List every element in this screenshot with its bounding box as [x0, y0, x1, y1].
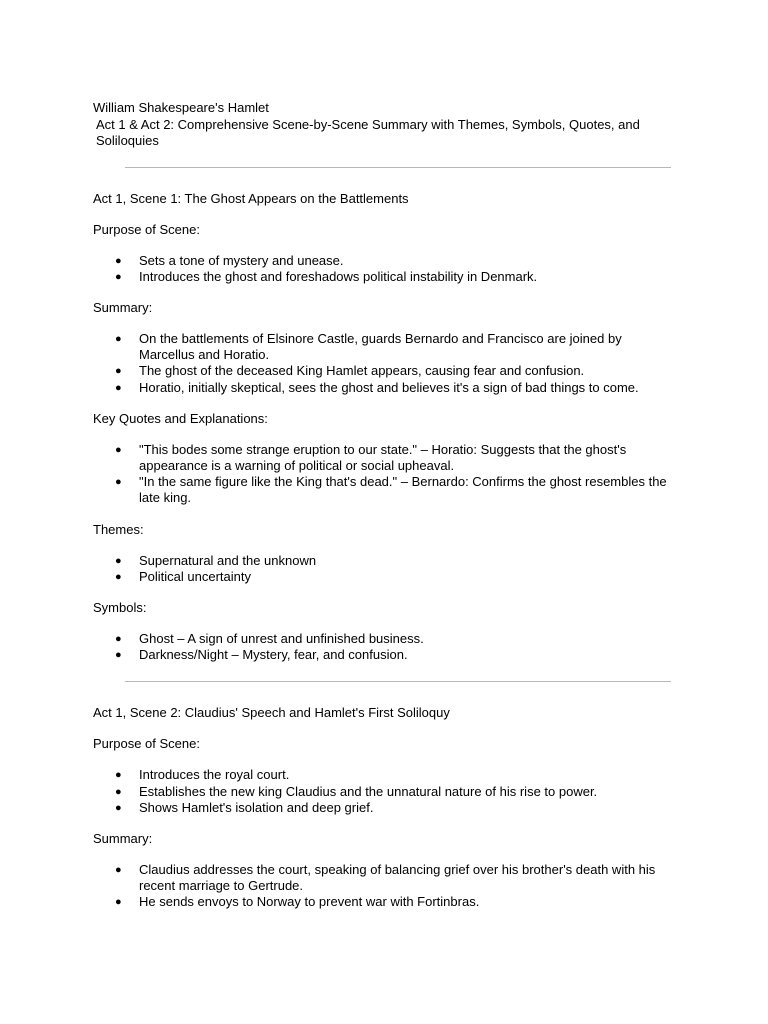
bullet-icon: ●	[115, 443, 122, 456]
document-title: William Shakespeare's Hamlet	[93, 100, 269, 115]
list-item-text: Political uncertainty	[139, 568, 251, 584]
list-item-text: He sends envoys to Norway to prevent war with Fortinbras.	[139, 894, 480, 910]
scene-heading: Act 1, Scene 2: Claudius' Speech and Hamlet's First Soliloquy	[93, 705, 450, 721]
list-item-text: "In the same figure like the King that's dead." – Bernardo: Confirms the ghost resembles the late king.	[139, 474, 667, 506]
list-item	[93, 894, 675, 910]
quotes-list	[93, 442, 675, 507]
bullet-icon: ●	[115, 769, 122, 782]
bullet-icon: ●	[115, 476, 122, 489]
quotes-label: Key Quotes and Explanations:	[93, 410, 268, 426]
document-subtitle: Act 1 & Act 2: Comprehensive Scene-by-Scene Summary with Themes, Symbols, Quotes, and Soliloquies	[96, 116, 640, 148]
list-item	[93, 647, 675, 663]
list-item-text: Introduces the royal court.	[139, 767, 290, 783]
purpose-list	[93, 253, 675, 285]
symbols-label: Symbols:	[93, 599, 147, 615]
list-item-text: "This bodes some strange eruption to our state." – Horatio: Suggests that the ghost's appearance is a warning of political or social upheaval.	[139, 441, 627, 473]
list-item-text: Shows Hamlet's isolation and deep grief.	[139, 799, 374, 815]
bullet-icon: ●	[115, 785, 122, 798]
list-item	[93, 784, 675, 800]
list-item-text: Horatio, initially skeptical, sees the ghost and believes it's a sign of bad things to come.	[139, 379, 639, 395]
list-item	[93, 363, 675, 379]
document-page	[93, 100, 675, 911]
list-item	[93, 380, 675, 396]
scene-section-act1-scene2	[93, 705, 675, 910]
list-item	[93, 442, 675, 474]
scene-section-act1-scene1	[93, 191, 675, 664]
list-item	[93, 474, 675, 506]
summary-label: Summary:	[93, 830, 153, 846]
bullet-icon: ●	[115, 332, 122, 345]
themes-label: Themes:	[93, 521, 144, 537]
symbols-list	[93, 631, 675, 663]
purpose-list	[93, 767, 675, 816]
list-item	[93, 631, 675, 647]
bullet-icon: ●	[115, 554, 122, 567]
list-item	[93, 269, 675, 285]
section-divider	[125, 681, 671, 682]
list-item-text: The ghost of the deceased King Hamlet appears, causing fear and confusion.	[139, 363, 585, 379]
purpose-label: Purpose of Scene:	[93, 736, 200, 752]
list-item-text: Establishes the new king Claudius and the unnatural nature of his rise to power.	[139, 783, 598, 799]
bullet-icon: ●	[115, 801, 122, 814]
bullet-icon: ●	[115, 649, 122, 662]
bullet-icon: ●	[115, 365, 122, 378]
bullet-icon: ●	[115, 381, 122, 394]
list-item	[93, 253, 675, 269]
section-divider	[125, 167, 671, 168]
list-item-text: Sets a tone of mystery and unease.	[139, 252, 344, 268]
list-item-text: On the battlements of Elsinore Castle, guards Bernardo and Francisco are joined by Marcellus and Horatio.	[139, 330, 622, 363]
list-item-text: Supernatural and the unknown	[139, 552, 317, 568]
list-item-text: Ghost – A sign of unrest and unfinished business.	[139, 630, 424, 646]
list-item	[93, 800, 675, 816]
list-item	[93, 767, 675, 783]
list-item-text: Darkness/Night – Mystery, fear, and confusion.	[139, 647, 408, 663]
themes-list	[93, 553, 675, 585]
purpose-label: Purpose of Scene:	[93, 221, 200, 237]
list-item-text: Introduces the ghost and foreshadows political instability in Denmark.	[139, 268, 538, 284]
scene-heading: Act 1, Scene 1: The Ghost Appears on the Battlements	[93, 190, 409, 206]
bullet-icon: ●	[115, 270, 122, 283]
bullet-icon: ●	[115, 632, 122, 645]
summary-list	[93, 862, 675, 911]
bullet-icon: ●	[115, 863, 122, 876]
list-item	[93, 553, 675, 569]
bullet-icon: ●	[115, 896, 122, 909]
summary-label: Summary:	[93, 299, 153, 315]
summary-list	[93, 331, 675, 396]
bullet-icon: ●	[115, 570, 122, 583]
list-item	[93, 862, 675, 894]
bullet-icon: ●	[115, 254, 122, 267]
list-item-text: Claudius addresses the court, speaking of balancing grief over his brother's death with his recent marriage to Gertrude.	[139, 861, 656, 894]
list-item	[93, 331, 675, 363]
list-item	[93, 569, 675, 585]
